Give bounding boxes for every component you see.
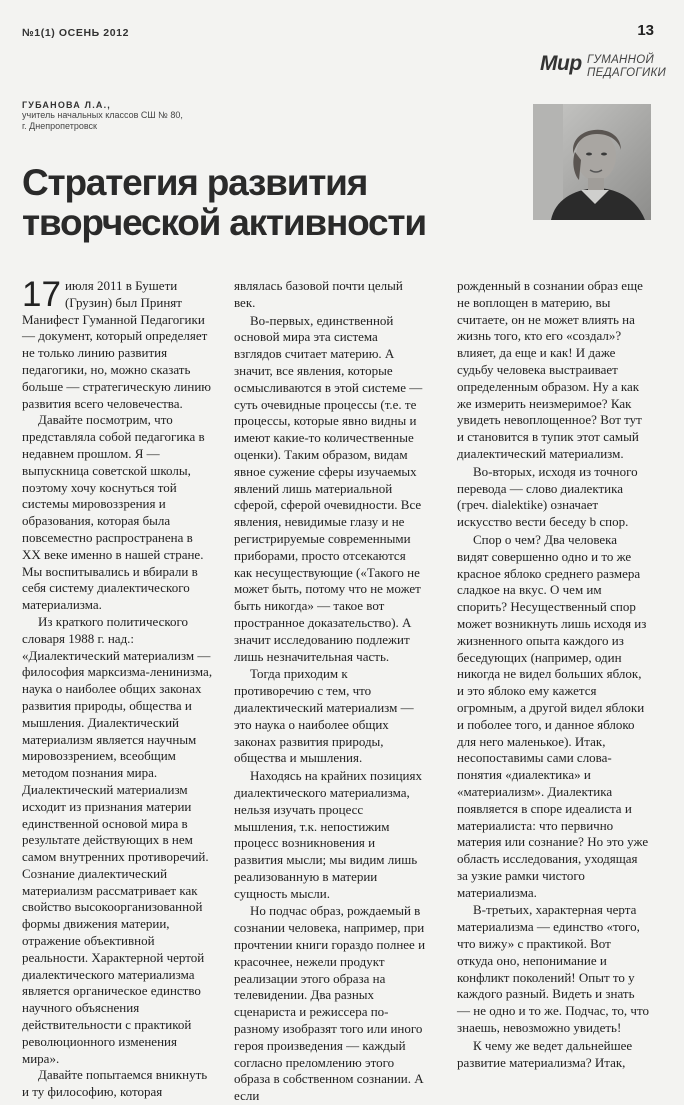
page-number: 13 (637, 22, 654, 39)
author-photo (533, 104, 651, 220)
paragraph: Находясь на крайних позициях диалектического материализма, нельзя изучать процесс мышления, т.к. непостижим процесс возникновения и развития мысли; мы видим лишь реализованную в материи сущность мысли. (234, 768, 422, 901)
drop-cap: 17 (22, 275, 61, 314)
paragraph: Спор о чем? Два человека видят совершенно одно и то же красное яблоко среднего размера сладкое на вкус. О чем им спорить? Несущественный спор может возникнуть лишь исходя из жизненного опыта каждого из беседующих (например, один никогда не видел больших яблок, и это яблоко ему кажется огромным, а другой видел яблоки и поболее того, и данное яблоко для него маленькое). Итак, несопоставимы сами слова-понятия «диалектика» и «материализм». Диалектика появляется в споре идеалиста и материалиста: что первично материя или сознание? Но это уже область исследования, уходящая за узкие рамки чистого материализма. (457, 531, 649, 900)
author-block (22, 100, 183, 132)
title-line-1: Стратегия развития (22, 162, 368, 203)
paragraph: рожденный в сознании образ еще не воплощен в материю, вы считаете, он не может влиять на жизнь того, кто его «создал»? влияет, да еще и как! И даже судьбу человека выстраивает определенным образом. Ну а как же измерить неизмеримое? Как увидеть невоплощенное? Вот тут и становится в тупик этот самый диалектический материализм. (457, 278, 643, 461)
logo-line1: ГУМАННОЙ (587, 54, 655, 66)
title-line-2: творческой активности (22, 202, 426, 243)
paragraph: Давайте посмотрим, что представляла собой педагогика в недавнем прошлом. Я — выпускница советской школы, поэтому хочу коснуться той системы мировоззрения и образования, которая была повсеместно распространена в XX веке именно в нашей стране. Мы воспитывались и вбирали в себя систему диалектического материализма. (22, 412, 205, 613)
issue-label: №1(1) ОСЕНЬ 2012 (22, 27, 130, 39)
paragraph: Тогда приходим к противоречию с тем, что диалектический материализм — это наука о наиболее общих законах развития природы, общества и мышления. (234, 666, 414, 766)
article-column-3 (457, 278, 649, 1071)
author-name: ГУБАНОВА Л.А., (22, 100, 111, 110)
article-column-1 (22, 275, 214, 1101)
paragraph: Из краткого политического словаря 1988 г. над.: «Диалектический материализм — философия марксизма-ленинизма, наука о наиболее общих законах развития природы, общества и мышления. Диалектический материализм является научным мировоззрением, всеобщим методом познания мира. Диалектический материализм исходит из признания материи единственной основой мира в результате действующих в нем самом внутренних противоречий. Сознание диалектический материализм рассматривает как свойство высокоорганизованной формы движения материи, отражение объективной реальности. Характерной чертой диалектического материализма является органическое единство научного объяснения действительности с практикой революционного изменения мира». (22, 613, 213, 1066)
logo-mir: Мир (540, 52, 582, 75)
article-title (22, 163, 426, 243)
paragraph: Во-первых, единственной основой мира эта система взглядов считает материю. А значит, все явления, которые осмысливаются в этой системе — суть очевидные процессы (т.е. те процессы, которые явно видны и имеют какие-то количественные оценки). Таким образом, видам явное сужение сферы изучаемых явлений лишь материальной сферой, сферой очевидности. Все явления, невидимые глазу и не регистрируемые современными приборами, просто отсекаются как несуществующие («Такого не может быть, потому что не может быть никогда» — такое вот пространное доказательство). А значит исследованию подлежит лишь незначительная часть. (234, 312, 423, 664)
paragraph: Давайте попытаемся вникнуть и ту философию, которая (22, 1067, 208, 1100)
paragraph: Во-вторых, исходя из точного перевода — слово диалектика (греч. dialektike) означает искусство вести беседу b спор. (457, 463, 638, 530)
paragraph: В-третьих, характерная черта материализма — единство «того, что вижу» с практикой. Вот откуда оно, непонимание и конфликт поколений! Опыт то у каждого разный. Видеть и знать — не одно и то же. Подчас, то, что знаешь, невозможно увидеть! (457, 902, 649, 1036)
logo-line2: ПЕДАГОГИКИ (587, 67, 667, 79)
paragraph-text: июля 2011 в Бушети (Грузин) был Принят Манифест Гуманной Педагогики — документ, который определяет не только линию развития педагогики, но, можно сказать больше — стратегическую линию развития всего человечества. (22, 278, 211, 411)
author-city: г. Днепропетровск (22, 121, 97, 131)
magazine-logo (540, 52, 668, 88)
paragraph (22, 275, 214, 412)
author-position: учитель начальных классов СШ № 80, (22, 110, 183, 120)
paragraph: Но подчас образ, рождаемый в сознании человека, например, при прочтении книги гораздо полнее и красочнее, нежели продукт реализации этого образа на телевидении. Два разных сценариста и режиссера по-разному изобразят того или иного героя произведения — каждый согласно преломлению этого образа в собственном сознании. А если (234, 903, 426, 1104)
article-column-2 (234, 278, 426, 1105)
paragraph: являлась базовой почти целый век. (234, 278, 403, 310)
paragraph: К чему же ведет дальнейшее развитие материализма? Итак, (457, 1037, 633, 1070)
